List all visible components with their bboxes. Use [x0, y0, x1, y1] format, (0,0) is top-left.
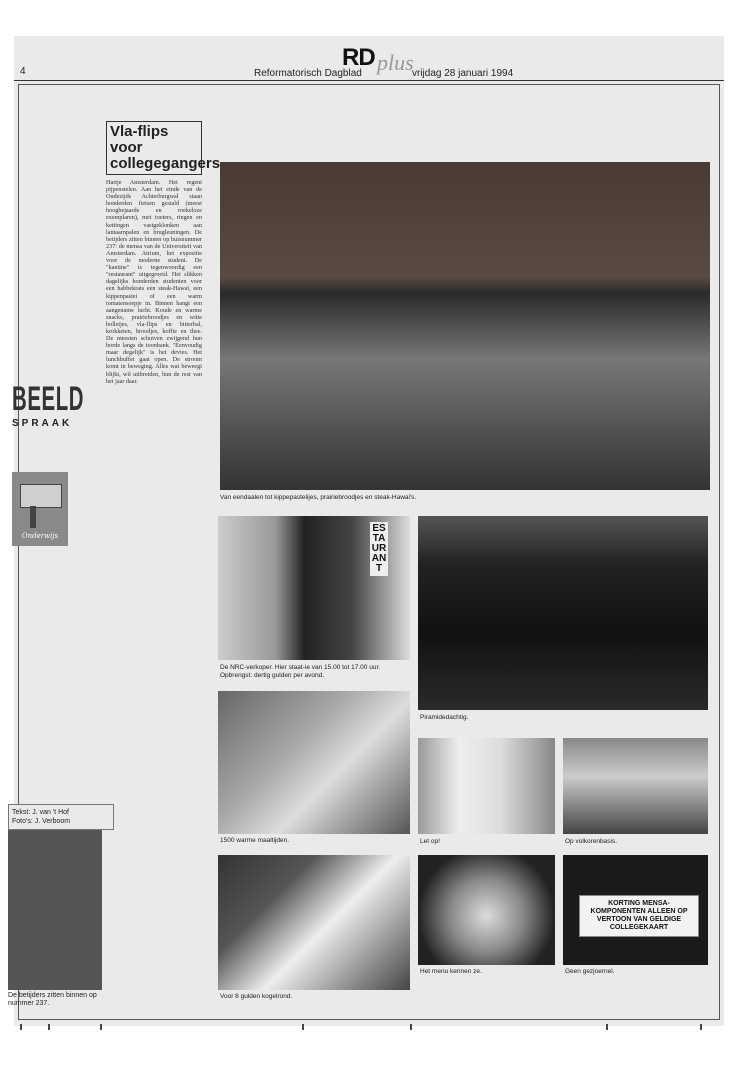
no-nonsense-caption: Geen gezjoernel. [565, 968, 615, 975]
plus-logo: plus [377, 50, 414, 75]
binding-mark [48, 1024, 50, 1030]
atrium-caption: Van eendaalen tot kippepastelijes, prairiebroodjes en steak-Hawai's. [220, 494, 417, 501]
attention-photo [418, 738, 555, 834]
meals-caption: 1500 warme maaltijden. [220, 837, 290, 844]
wholegrain-caption: Op volkorenbasis. [565, 838, 618, 845]
restaurant-sign: ESTAURANT [371, 523, 387, 574]
discount-sign: KORTING MENSA-KOMPONENTEN ALLEEN OP VERTOON VAN GELDIGE COLLEGEKAART [579, 895, 699, 937]
section-title-main: BEELD [12, 380, 85, 418]
section-title [12, 380, 85, 429]
masthead-rule [14, 80, 724, 81]
binding-mark [606, 1024, 608, 1030]
binding-mark [100, 1024, 102, 1030]
desk-leg-icon [30, 506, 36, 528]
article-headline: Vla-flips voor collegegangers [106, 121, 202, 175]
binding-mark [410, 1024, 412, 1030]
cheap-lunch-photo [218, 855, 410, 990]
cheap-lunch-caption: Voor 8 gulden kogelrond. [220, 993, 293, 1000]
issue-date: vrijdag 28 januari 1994 [412, 68, 514, 79]
menu-caption: Het menu kennen ze. [420, 968, 482, 975]
article-body: Hartje Amsterdam. Het regent pijpenstelen. Aan het einde van de Oudezijds Achterburgwal staan honderden fietsen gestald (meest hoogbejaarde en roekeloze exemplaren), met toeters, ringen en kettingen vastgeklonken aan lantaarnpalen en brugleuningen. De betijders zitten binnen op huisnummer 237: de mensa van de Universiteit van Amsterdam. Atrium, het expositie voor de moderne student. De "kantine" is tegenwoordig een "restaurant" uitgegroeid. Het slikken dagelijks honderden studenten voor een habbekrats een steak-Hawaï, een kippenpastei of een warm tomatensoepje in. Binnen hangt een aangename lucht. Koude en warme snacks, prairiebroodjes en witte bolletjes, vla-flips en bitterbal, krokketen, broodjes, koffie en thee. De meesten schuiven zwijgend hun borde langs de toonbank. "Eenvoudig maar degelijk" is het devies. Het lunchbuffet gaat open. De stroom komt in beweging. Alles wat beweegt blijkt, wil uitbreiden, hun de rest van het jaar daar. [106, 179, 202, 385]
credits-box: Tekst: J. van 't Hof Foto's: J. Verboom [8, 804, 114, 830]
discount-sign-photo [563, 855, 708, 965]
onderwijs-logo [12, 472, 68, 546]
menu-photo [418, 855, 555, 965]
article [106, 121, 221, 999]
binding-mark [700, 1024, 702, 1030]
meals-photo [218, 691, 410, 834]
onderwijs-label: Onderwijs [21, 532, 59, 540]
masthead [14, 36, 724, 80]
attention-caption: Let op! [420, 838, 440, 845]
desk-icon [20, 484, 62, 508]
atrium-photo [220, 162, 710, 490]
binding-mark [20, 1024, 22, 1030]
binding-mark [302, 1024, 304, 1030]
pyramid-roof-photo [418, 516, 708, 710]
entrance-photo [8, 830, 102, 990]
wholegrain-photo [563, 738, 708, 834]
rd-logo: RD [342, 44, 375, 71]
nrc-seller-caption: De NRC-verkoper. Hier staat-ie van 15.00 tot 17.00 uur. Opbrengst: dertig gulden per avond. [220, 664, 381, 679]
nrc-seller-photo [218, 516, 410, 660]
pyramid-caption: Piramidedachtig. [420, 714, 469, 721]
entrance-caption: De betijders zitten binnen op nummer 237. [8, 992, 97, 1007]
page-number: 4 [20, 66, 26, 77]
paper-name: Reformatorisch Dagblad [254, 68, 362, 79]
binding-marks [0, 1024, 738, 1034]
section-title-sub: SPRAAK [12, 418, 73, 429]
